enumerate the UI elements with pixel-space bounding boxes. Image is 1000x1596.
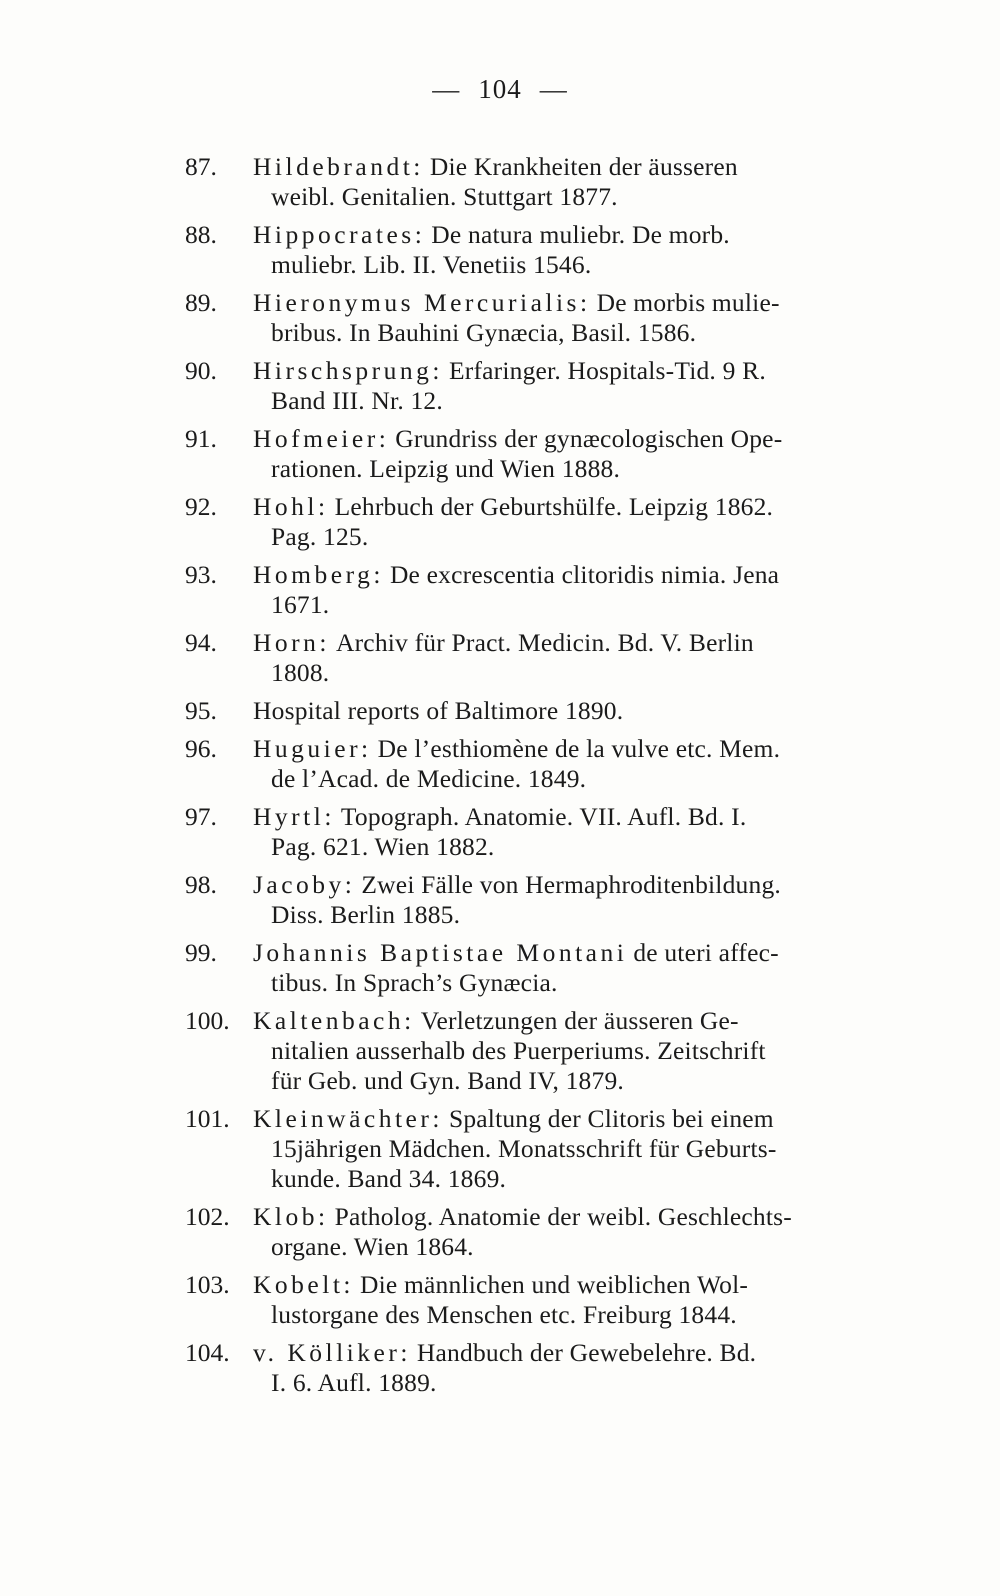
page-number-dash-right: —: [539, 74, 568, 104]
entry-continuation: nitalien ausserhalb des Puerperiums. Zeitschrift: [271, 1036, 766, 1065]
bibliography-entry: [185, 492, 865, 552]
entry-title: Handbuch der Gewebelehre. Bd.: [416, 1338, 757, 1367]
entry-author: Kleinwächter:: [253, 1104, 443, 1133]
entry-title: De morbis mulie-: [596, 288, 780, 317]
entry-continuation: I. 6. Aufl. 1889.: [271, 1368, 437, 1397]
bibliography-entry: [185, 628, 865, 688]
bibliography-list: [185, 152, 865, 1406]
entry-title: Erfaringer. Hospitals-Tid. 9 R.: [448, 356, 766, 385]
bibliography-entry: [185, 1338, 865, 1398]
bibliography-entry: [185, 802, 865, 862]
entry-continuation: muliebr. Lib. II. Venetiis 1546.: [271, 250, 592, 279]
entry-author: Jacoby:: [253, 870, 356, 899]
entry-author: Hirschsprung:: [253, 356, 443, 385]
entry-number: 94.: [185, 628, 217, 657]
entry-number: 90.: [185, 356, 217, 385]
entry-continuation: tibus. In Sprach’s Gynæcia.: [271, 968, 558, 997]
entry-author: Hieronymus Mercurialis:: [253, 288, 591, 317]
entry-number: 103.: [185, 1270, 230, 1299]
entry-title: Lehrbuch der Geburtshülfe. Leipzig 1862.: [334, 492, 774, 521]
entry-author: Hildebrandt:: [253, 152, 424, 181]
entry-title: Patholog. Anatomie der weibl. Geschlechts-: [334, 1202, 792, 1231]
entry-title: Verletzungen der äusseren Ge-: [420, 1006, 739, 1035]
entry-number: 104.: [185, 1338, 230, 1367]
entry-author: v. Kölliker:: [253, 1338, 411, 1367]
entry-number: 102.: [185, 1202, 230, 1231]
bibliography-entry: [185, 696, 865, 726]
entry-author: Hohl:: [253, 492, 329, 521]
entry-number: 92.: [185, 492, 217, 521]
entry-continuation: 1671.: [271, 590, 330, 619]
entry-author: Horn:: [253, 628, 330, 657]
entry-title: Archiv für Pract. Medicin. Bd. V. Berlin: [336, 628, 754, 657]
entry-continuation: bribus. In Bauhini Gynæcia, Basil. 1586.: [271, 318, 697, 347]
bibliography-entry: [185, 1270, 865, 1330]
entry-number: 88.: [185, 220, 217, 249]
entry-author: Johannis Baptistae Montani: [253, 938, 628, 967]
entry-title: De l’esthiomène de la vulve etc. Mem.: [377, 734, 781, 763]
entry-continuation: rationen. Leipzig und Wien 1888.: [271, 454, 621, 483]
bibliography-entry: [185, 356, 865, 416]
entry-author: Homberg:: [253, 560, 384, 589]
entry-number: 87.: [185, 152, 217, 181]
bibliography-entry: [185, 1202, 865, 1262]
entry-number: 98.: [185, 870, 217, 899]
bibliography-entry: [185, 152, 865, 212]
entry-number: 101.: [185, 1104, 230, 1133]
entry-continuation: für Geb. und Gyn. Band IV, 1879.: [271, 1066, 624, 1095]
bibliography-entry: [185, 1104, 865, 1194]
bibliography-entry: [185, 560, 865, 620]
entry-author: Kaltenbach:: [253, 1006, 415, 1035]
entry-title: De natura muliebr. De morb.: [431, 220, 730, 249]
bibliography-entry: [185, 870, 865, 930]
entry-continuation: de l’Acad. de Medicine. 1849.: [271, 764, 587, 793]
entry-author: Hippocrates:: [253, 220, 426, 249]
entry-title: Topograph. Anatomie. VII. Aufl. Bd. I.: [340, 802, 747, 831]
entry-number: 100.: [185, 1006, 230, 1035]
bibliography-entry: [185, 1006, 865, 1096]
entry-author: Hyrtl:: [253, 802, 335, 831]
bibliography-entry: [185, 288, 865, 348]
entry-title: Hospital reports of Baltimore 1890.: [253, 696, 624, 725]
entry-title: Zwei Fälle von Hermaphroditenbildung.: [361, 870, 781, 899]
entry-continuation: Pag. 621. Wien 1882.: [271, 832, 495, 861]
entry-continuation: Pag. 125.: [271, 522, 369, 551]
entry-author: Klob:: [253, 1202, 329, 1231]
bibliography-entry: [185, 424, 865, 484]
page-number: [0, 74, 1000, 105]
entry-number: 96.: [185, 734, 217, 763]
entry-continuation: weibl. Genitalien. Stuttgart 1877.: [271, 182, 618, 211]
entry-continuation: Band III. Nr. 12.: [271, 386, 443, 415]
entry-number: 97.: [185, 802, 217, 831]
entry-continuation: organe. Wien 1864.: [271, 1232, 474, 1261]
entry-author: Hofmeier:: [253, 424, 390, 453]
entry-continuation: Diss. Berlin 1885.: [271, 900, 461, 929]
entry-continuation: kunde. Band 34. 1869.: [271, 1164, 507, 1193]
entry-title: Spaltung der Clitoris bei einem: [448, 1104, 774, 1133]
entry-continuation: 15jährigen Mädchen. Monatsschrift für Geburts-: [271, 1134, 777, 1163]
entry-continuation: 1808.: [271, 658, 330, 687]
entry-number: 89.: [185, 288, 217, 317]
entry-number: 99.: [185, 938, 217, 967]
bibliography-entry: [185, 220, 865, 280]
bibliography-entry: [185, 734, 865, 794]
entry-continuation: lustorgane des Menschen etc. Freiburg 1844.: [271, 1300, 737, 1329]
entry-number: 93.: [185, 560, 217, 589]
entry-number: 91.: [185, 424, 217, 453]
bibliography-entry: [185, 938, 865, 998]
page-number-value: 104: [478, 74, 522, 104]
entry-title: de uteri affec-: [633, 938, 779, 967]
page-number-dash-left: —: [432, 74, 461, 104]
entry-title: Die männlichen und weiblichen Wol-: [360, 1270, 749, 1299]
entry-author: Kobelt:: [253, 1270, 354, 1299]
entry-author: Huguier:: [253, 734, 372, 763]
entry-number: 95.: [185, 696, 217, 725]
entry-title: Die Krankheiten der äusseren: [429, 152, 738, 181]
entry-title: Grundriss der gynæcologischen Ope-: [395, 424, 783, 453]
entry-title: De excrescentia clitoridis nimia. Jena: [389, 560, 780, 589]
